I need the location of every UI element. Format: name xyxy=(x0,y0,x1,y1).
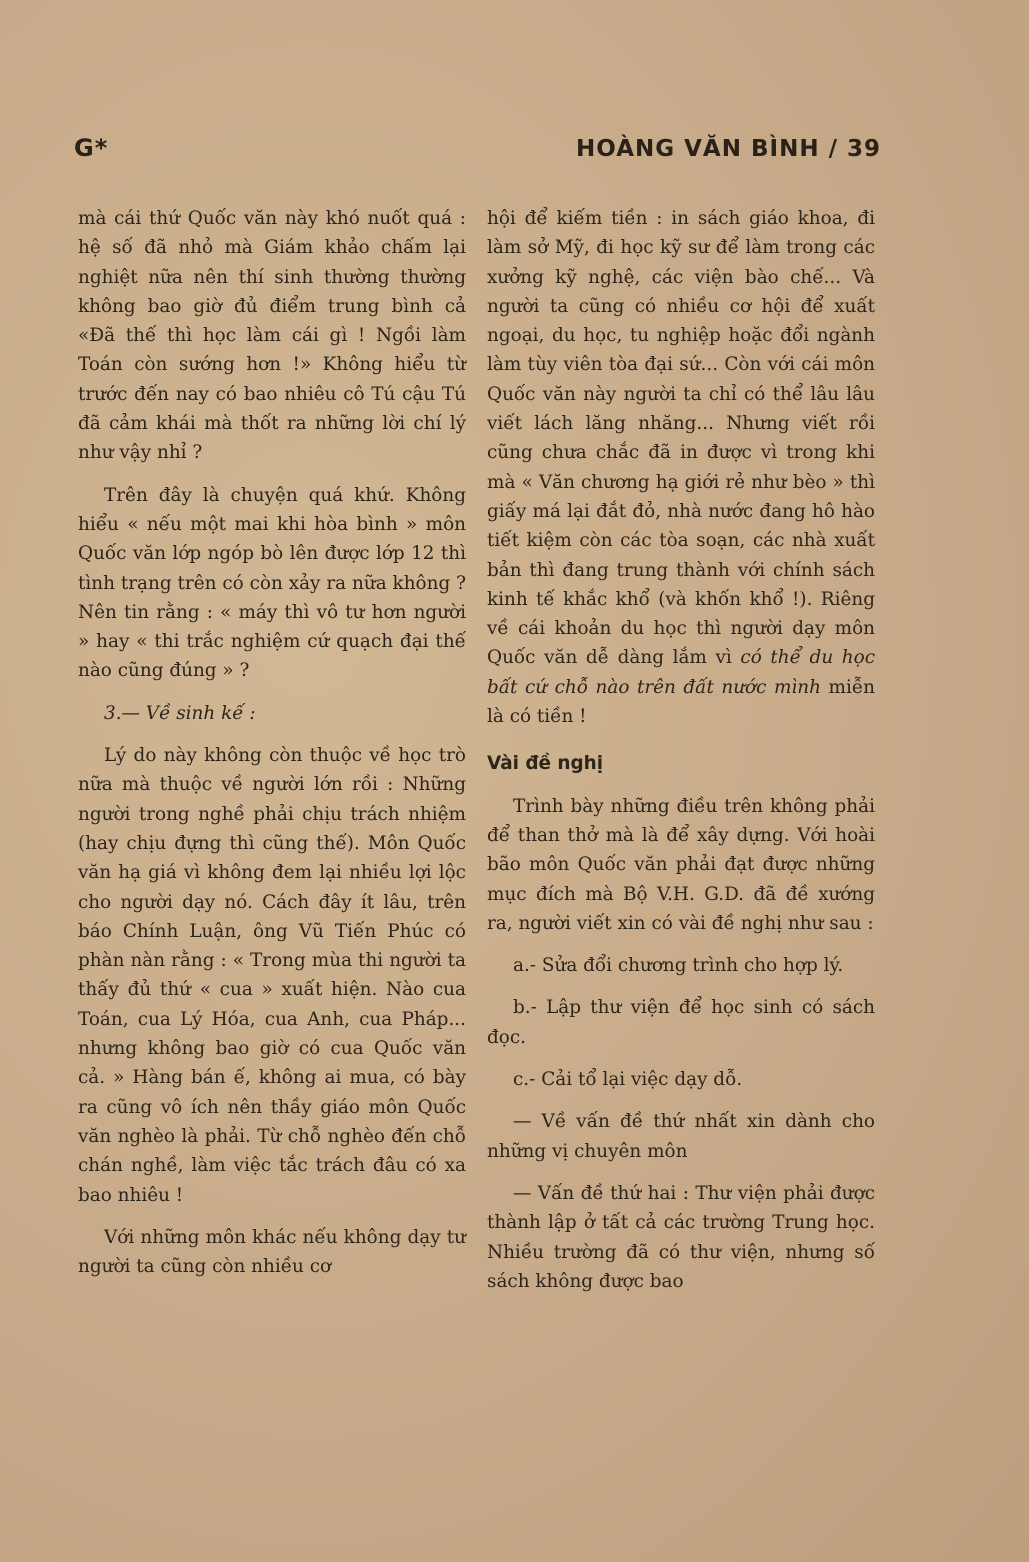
sub-heading: Vài đề nghị xyxy=(487,753,604,775)
paragraph: — Về vấn đề thứ nhất xin dành cho những vị chuyên môn xyxy=(487,1111,875,1162)
paragraph: Trên đây là chuyện quá khứ. Không hiểu « nếu một mai khi hòa bình » môn Quốc văn lớp ngóp bò lên được lớp 12 thì tình trạng trên có còn xảy ra nữa không ? Nên tin rằng : « máy thì vô tư hơn người » hay « thi trắc nghiệm cứ quạch đại thế nào cũng đúng » ? xyxy=(78,484,466,682)
left-column xyxy=(78,204,466,1281)
paragraph: Trình bày những điều trên không phải để than thở mà là để xây dựng. Với hoài bão môn Quốc văn phải đạt được những mục đích mà Bộ V.H. G.D. đã đề xướng ra, người viết xin có vài đề nghị như sau : xyxy=(487,795,875,934)
italic-phrase: có thể du học bất cứ chỗ nào trên đất nước mình xyxy=(487,647,875,698)
paragraph: Với những môn khác nếu không dạy tư người ta cũng còn nhiều cơ xyxy=(78,1226,466,1278)
paragraph: mà cái thứ Quốc văn này khó nuốt quá : hệ số đã nhỏ mà Giám khảo chấm lại nghiệt nữa nên thí sinh thường thường không bao giờ đủ điểm trung bình cả «Đã thế thì học làm cái gì ! Ngồi làm Toán còn sướng hơn !» Không hiểu từ trước đến nay có bao nhiêu cô Tú cậu Tú đã cảm khái mà thốt ra những lời chí lý như vậy nhỉ ? xyxy=(78,208,466,464)
running-header: HOÀNG VĂN BÌNH / 39 xyxy=(576,136,881,162)
paragraph: — Vấn đề thứ hai : Thư viện phải được thành lập ở tất cả các trường Trung học. Nhiều trường đã có thư viện, nhưng số sách không được bao xyxy=(487,1182,875,1292)
list-item: c.- Cải tổ lại việc dạy dỗ. xyxy=(513,1069,743,1091)
list-item: b.- Lập thư viện để học sinh có sách đọc. xyxy=(487,997,875,1048)
paragraph: Lý do này không còn thuộc về học trò nữa mà thuộc về người lớn rồi : Những người trong nghề phải chịu trách nhiệm (hay chịu đựng thì cũng thế). Môn Quốc văn hạ giá vì không đem lại nhiều lợi lộc cho người dạy nó. Cách đây ít lâu, trên báo Chính Luận, ông Vũ Tiến Phúc có phàn nàn rằng : « Trong mùa thi người ta thấy đủ thứ « cua » xuất hiện. Nào cua Toán, cua Lý Hóa, cua Anh, cua Pháp... nhưng không bao giờ có cua Quốc văn cả. » Hàng bán ế, không ai mua, có bày ra cũng vô ích nên thầy giáo môn Quốc văn nghèo là phải. Từ chỗ nghèo đến chỗ chán nghề, làm việc tắc trách đâu có xa bao nhiêu ! xyxy=(78,745,466,1206)
list-item: a.- Sửa đổi chương trình cho hợp lý. xyxy=(513,955,844,977)
section-heading: 3.— Về sinh kế : xyxy=(104,702,256,724)
right-column xyxy=(487,204,875,1296)
page-mark: G* xyxy=(74,134,109,162)
paragraph: hội để kiếm tiền : in sách giáo khoa, đi làm sở Mỹ, đi học kỹ sư để làm trong các xưởng kỹ nghệ, các viện bào chế... Và người ta cũng có nhiều cơ hội để xuất ngoại, du học, tu nghiệp hoặc đổi ngành làm tùy viên tòa đại sứ... Còn với cái môn Quốc văn này người ta chỉ có thể lâu lâu viết lách lăng nhăng... Nhưng viết rồi cũng chưa chắc đã in được vì trong khi mà « Văn chương hạ giới rẻ như bèo » thì giấy má lại đắt đỏ, nhà nước đang hô hào tiết kiệm còn các tòa soạn, các nhà xuất bản thì đang trung thành với chính sách kinh tế khắc khổ (và khốn khổ !). Riêng về cái khoản du học thì người dạy môn Quốc văn dễ dàng lắm vì có thể du học bất cứ chỗ nào trên đất nước mình miễn là có tiền ! xyxy=(487,208,875,728)
